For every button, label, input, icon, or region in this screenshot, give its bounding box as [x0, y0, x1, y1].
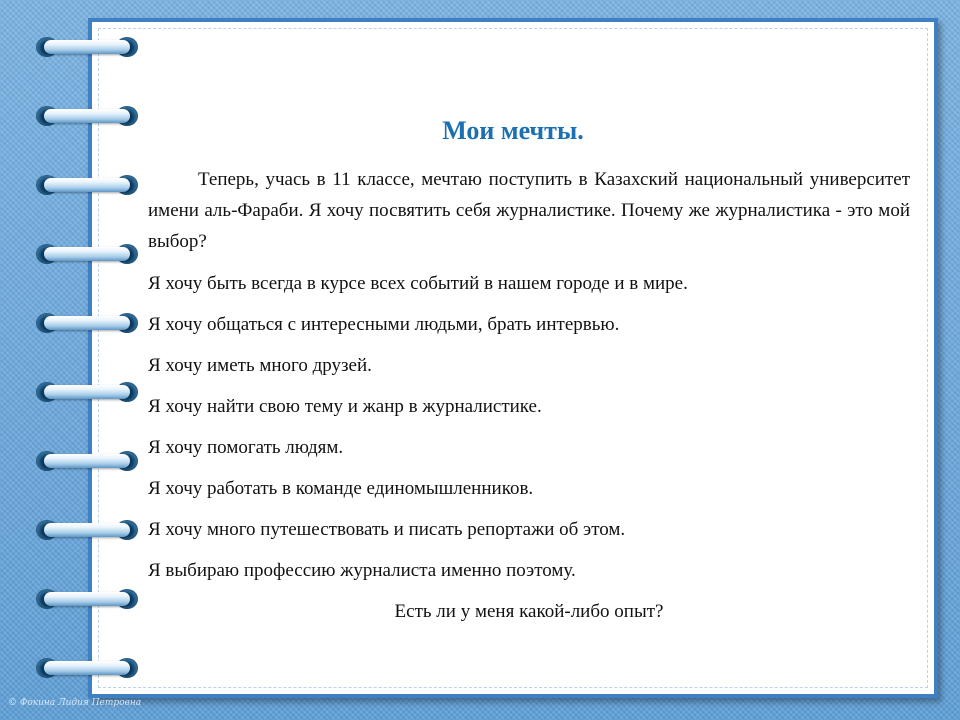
intro-paragraph: Теперь, учась в 11 классе, мечтаю поступить в Казахский национальный университет имени аль-Фараби. Я хочу посвятить себя журналистике. Почему же журналистика - это мой выбор?	[148, 169, 910, 252]
dream-line: Я хочу общаться с интересными людьми, брать интервью.	[148, 314, 620, 335]
notebook-ring-icon	[36, 35, 138, 61]
dream-line: Я выбираю профессию журналиста именно поэтому.	[148, 560, 576, 581]
notebook-ring-icon	[36, 311, 138, 337]
slide-title: Мои мечты.	[442, 116, 584, 145]
notebook-ring-icon	[36, 518, 138, 544]
notebook-ring-icon	[36, 587, 138, 613]
notebook-ring-icon	[36, 242, 138, 268]
dream-line: Я хочу много путешествовать и писать репортажи об этом.	[148, 519, 626, 540]
notebook-ring-icon	[36, 656, 138, 682]
notebook-ring-icon	[36, 173, 138, 199]
dream-line: Я хочу иметь много друзей.	[148, 355, 372, 376]
dream-line: Я хочу быть всегда в курсе всех событий в нашем городе и в мире.	[148, 273, 688, 294]
dream-line: Я хочу работать в команде единомышленников.	[148, 478, 534, 499]
dream-line: Я хочу найти свою тему и жанр в журналистике.	[148, 396, 542, 417]
slide-content	[148, 164, 910, 622]
closing-question: Есть ли у меня какой-либо опыт?	[394, 601, 664, 622]
copyright-text: © Фокина Лидия Петровна	[8, 698, 142, 708]
notebook-ring-icon	[36, 449, 138, 475]
notebook-ring-icon	[36, 380, 138, 406]
dream-line: Я хочу помогать людям.	[148, 437, 344, 458]
